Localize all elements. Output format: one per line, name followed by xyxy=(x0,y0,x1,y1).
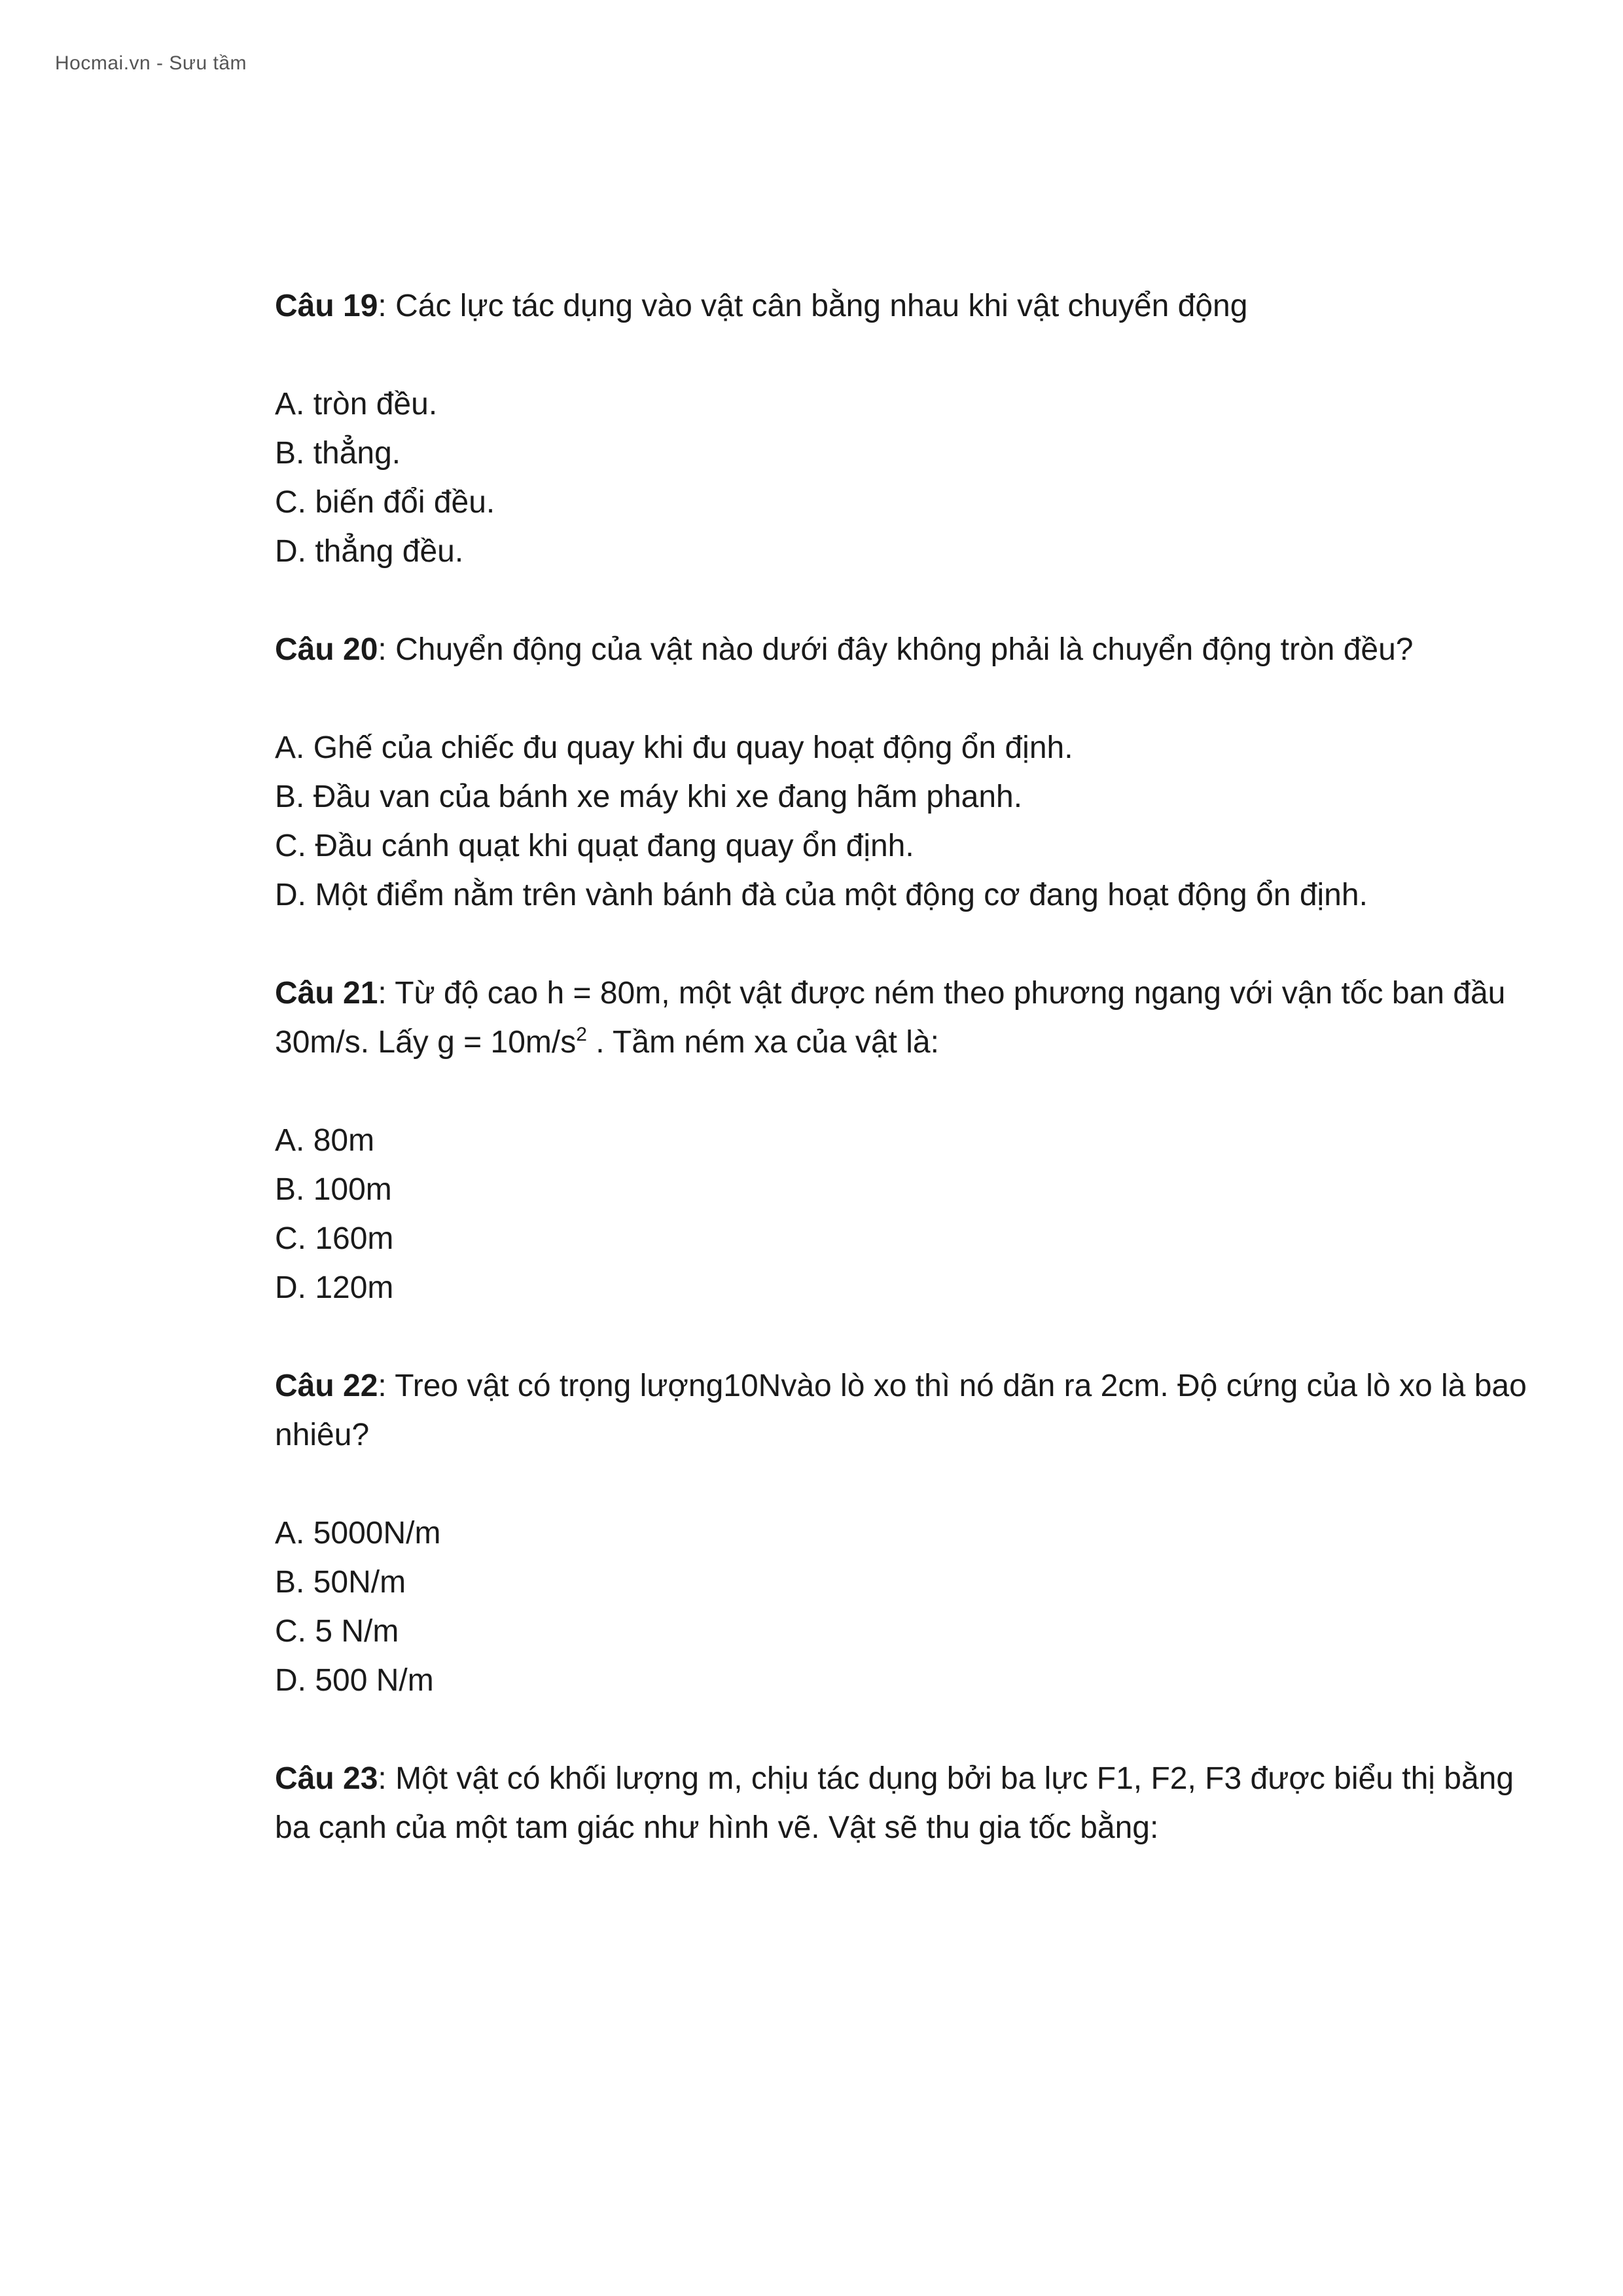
option-d[interactable]: D. thẳng đều. xyxy=(275,534,464,569)
answer-options xyxy=(275,1116,1531,1312)
question-number: Câu 19 xyxy=(275,289,378,323)
answer-options xyxy=(275,723,1531,920)
page-header-source: Hocmai.vn - Sưu tầm xyxy=(55,52,247,74)
option-a[interactable]: A. 5000N/m xyxy=(275,1516,441,1551)
option-a[interactable]: A. 80m xyxy=(275,1123,375,1158)
question-text: : Các lực tác dụng vào vật cân bằng nhau khi vật chuyển động xyxy=(378,289,1248,323)
question-stem xyxy=(275,625,1531,674)
option-c[interactable]: C. Đầu cánh quạt khi quạt đang quay ổn định. xyxy=(275,829,914,863)
question-22 xyxy=(275,1361,1531,1705)
question-21 xyxy=(275,969,1531,1312)
option-d[interactable]: D. 500 N/m xyxy=(275,1663,434,1698)
option-b[interactable]: B. Đầu van của bánh xe máy khi xe đang hãm phanh. xyxy=(275,780,1023,814)
question-number: Câu 20 xyxy=(275,632,378,667)
question-stem xyxy=(275,281,1531,331)
option-c[interactable]: C. 5 N/m xyxy=(275,1614,399,1649)
exponent: 2 xyxy=(576,1024,587,1045)
answer-options xyxy=(275,380,1531,576)
question-text: : Một vật có khối lượng m, chịu tác dụng bởi ba lực F1, F2, F3 được biểu thị bằng ba cạnh của một tam giác như hình vẽ. Vật sẽ thu gia tốc bằng: xyxy=(275,1761,1514,1845)
question-text: : Chuyển động của vật nào dưới đây không phải là chuyển động tròn đều? xyxy=(378,632,1414,667)
option-a[interactable]: A. tròn đều. xyxy=(275,387,438,422)
option-c[interactable]: C. biến đổi đều. xyxy=(275,485,495,520)
question-number: Câu 21 xyxy=(275,976,378,1011)
option-d[interactable]: D. Một điểm nằm trên vành bánh đà của một động cơ đang hoạt động ổn định. xyxy=(275,878,1368,912)
question-number: Câu 23 xyxy=(275,1761,378,1796)
answer-options xyxy=(275,1509,1531,1705)
question-stem xyxy=(275,969,1531,1067)
option-b[interactable]: B. thẳng. xyxy=(275,436,401,471)
question-19 xyxy=(275,281,1531,576)
question-stem xyxy=(275,1754,1531,1852)
option-d[interactable]: D. 120m xyxy=(275,1270,394,1305)
question-text-continued: . Tầm ném xa của vật là: xyxy=(586,1025,939,1060)
option-b[interactable]: B. 100m xyxy=(275,1172,392,1207)
question-text: : Treo vật có trọng lượng10Nvào lò xo thì nó dãn ra 2cm. Độ cứng của lò xo là bao nhiêu? xyxy=(275,1369,1527,1452)
question-list xyxy=(275,281,1531,1901)
option-a[interactable]: A. Ghế của chiếc đu quay khi đu quay hoạt động ổn định. xyxy=(275,730,1073,765)
question-stem xyxy=(275,1361,1531,1460)
question-number: Câu 22 xyxy=(275,1369,378,1403)
question-text: : Từ độ cao h = 80m, một vật được ném theo phương ngang với vận tốc ban đầu 30m/s. Lấy g = 10m/s xyxy=(275,976,1506,1060)
question-20 xyxy=(275,625,1531,920)
option-b[interactable]: B. 50N/m xyxy=(275,1565,406,1600)
option-c[interactable]: C. 160m xyxy=(275,1221,394,1256)
question-23 xyxy=(275,1754,1531,1852)
